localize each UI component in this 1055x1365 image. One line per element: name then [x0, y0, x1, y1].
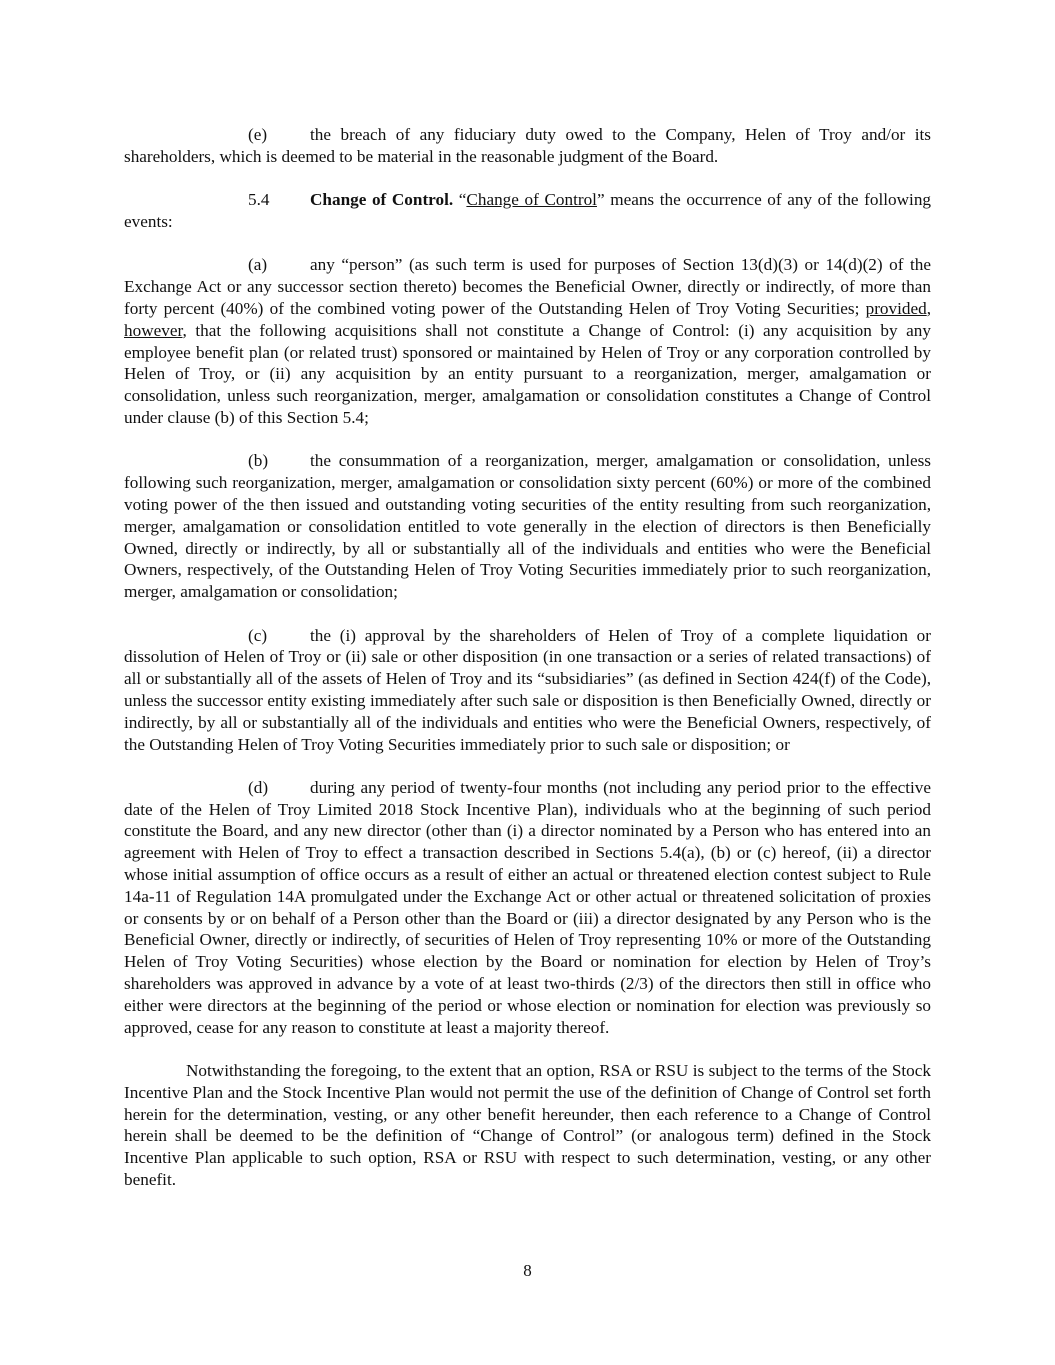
clause-a-text-2: , that the following acquisitions shall not constitute a Change of Control: (i) any acquisition by any employee benefit plan (or related trust) sponsored or maintained by Helen of Troy or any corporation controlled by Helen of Troy, or (ii) any acquisition by an entity pursuant to a reorganization, merger, amalgamation or consolidation, unless such reorganization, merger, amalgamation or consolidation constitutes a Change of Control under clause (b) of this Section 5.4; [124, 320, 931, 427]
open-quote: “ [458, 190, 467, 210]
section-heading: Change of Control. [310, 190, 454, 210]
clause-a-separator: , [926, 298, 931, 318]
section-5-4-text: ” means the occurrence of any of the following events: [124, 190, 932, 231]
document-page [124, 124, 931, 1212]
section-number: 5.4 [248, 190, 270, 210]
defined-term: Change of Control [466, 190, 597, 210]
clause-c-label: (c) [248, 625, 268, 645]
clause-d-label: (d) [248, 777, 269, 797]
page-number: 8 [523, 1261, 532, 1280]
clause-b [124, 450, 931, 603]
clause-c-text: the (i) approval by the shareholders of Helen of Troy of a complete liquidation or dissolution of Helen of Troy or (ii) sale or other disposition (in one transaction or a series of related transactions) of all or substantially all of the assets of Helen of Troy and its “subsidiaries” (as defined in Section 424(f) of the Code), unless the successor entity existing immediately after such sale or disposition is then Beneficially Owned, directly or indirectly, by all or substantially all of the individuals and entities who were the Beneficial Owners, respectively, of the Outstanding Helen of Troy Voting Securities immediately prior to such sale or disposition; or [124, 625, 931, 754]
clause-d [124, 777, 931, 1039]
clause-a-text-1: any “person” (as such term is used for purposes of Section 13(d)(3) or 14(d)(2) of the Exchange Act or any successor section thereto) becomes the Beneficial Owner, directly or indirectly, of more than forty percent (40%) of the combined voting power of the Outstanding Helen of Troy Voting Securities; [124, 255, 931, 318]
clause-b-text: the consummation of a reorganization, merger, amalgamation or consolidation, unless following such reorganization, merger, amalgamation or consolidation sixty percent (60%) or more of the combined voting power of the then issued and outstanding voting securities of the entity resulting from such reorganization, merger, amalgamation or consolidation entitled to vote generally in the election of directors is then Beneficially Owned, directly or indirectly, by all or substantially all of the individuals and entities who were the Beneficial Owners, respectively, of the Outstanding Helen of Troy Voting Securities immediately prior to such reorganization, merger, amalgamation or consolidation; [124, 451, 931, 602]
clause-d-text: during any period of twenty-four months (not including any period prior to the effective date of the Helen of Troy Limited 2018 Stock Incentive Plan), individuals who at the beginning of such period constitute the Board, and any new director (other than (i) a director nominated by a Person who has entered into an agreement with Helen of Troy to effect a transaction described in Sections 5.4(a), (b) or (c) hereof, (ii) a director whose initial assumption of office occurs as a result of either an actual or threatened election contest subject to Rule 14a-11 of Regulation 14A promulgated under the Exchange Act or other actual or threatened solicitation of proxies or consents by or on behalf of a Person other than the Board or (iii) a director designated by any Person who is the Beneficial Owner, directly or indirectly, of securities of Helen of Troy representing 10% or more of the Outstanding Helen of Troy Voting Securities) whose election by the Board or nomination for election by Helen of Troy’s shareholders was approved in advance by a vote of at least two-thirds (2/3) of the directors then still in office who either were directors at the beginning of the period or whose election or nomination for election was previously so approved, cease for any reason to constitute at least a majority thereof. [124, 777, 931, 1037]
clause-a-label: (a) [248, 255, 268, 275]
clause-c [124, 625, 931, 756]
clause-b-label: (b) [248, 451, 269, 471]
clause-e [124, 124, 931, 168]
clause-a [124, 254, 931, 428]
however-term: however [124, 320, 183, 340]
clause-e-text: the breach of any fiduciary duty owed to the Company, Helen of Troy and/or its shareholders, which is deemed to be material in the reasonable judgment of the Board. [124, 125, 931, 166]
clause-e-label: (e) [248, 125, 268, 144]
notwithstanding-paragraph: Notwithstanding the foregoing, to the extent that an option, RSA or RSU is subject to the terms of the Stock Incentive Plan and the Stock Incentive Plan would not permit the use of the definition of Change of Control set forth herein for the determination, vesting, or any other benefit hereunder, then each reference to a Change of Control herein shall be deemed to be the definition of “Change of Control” (or analogous term) defined in the Stock Incentive Plan applicable to such option, RSA or RSU with respect to such determination, vesting, or any other benefit. [124, 1061, 931, 1190]
section-5-4 [124, 189, 931, 233]
provided-term: provided [865, 298, 927, 318]
